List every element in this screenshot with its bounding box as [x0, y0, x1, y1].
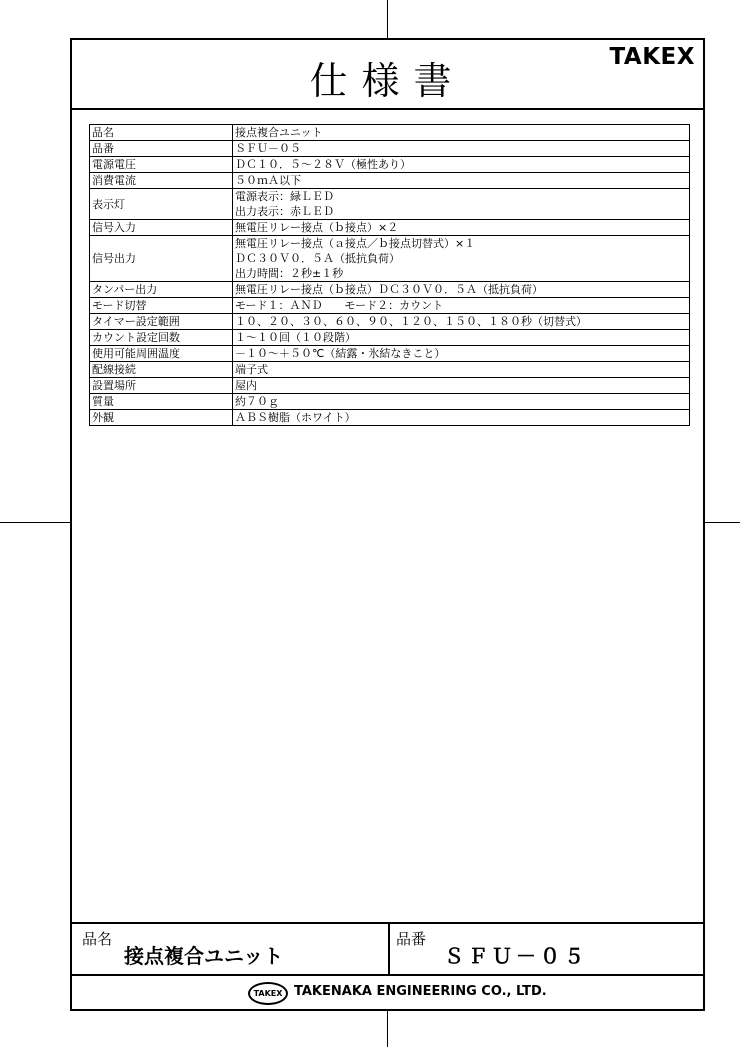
spec-value-line: 出力時間：２秒±１秒 — [235, 267, 344, 280]
spec-value — [233, 298, 690, 314]
crop-mark-left — [0, 522, 70, 523]
spec-label: 品番 — [90, 141, 233, 157]
spec-value-line: ＳＦＵ－０５ — [235, 142, 301, 155]
footer-number-value: ＳＦＵ－０５ — [444, 944, 588, 968]
spec-row — [90, 189, 690, 220]
spec-value-line: １～１０回（１０段階） — [235, 331, 356, 344]
spec-value — [233, 157, 690, 173]
spec-row — [90, 362, 690, 378]
spec-value — [233, 220, 690, 236]
spec-value-line: 電源表示：緑ＬＥＤ — [235, 190, 334, 203]
spec-value-line: 屋内 — [235, 379, 257, 392]
footer-name-value: 接点複合ユニット — [124, 944, 284, 968]
spec-value-line: ＡＢＳ樹脂（ホワイト） — [235, 411, 356, 424]
spec-table — [89, 124, 690, 426]
spec-row — [90, 173, 690, 189]
spec-label: モード切替 — [90, 298, 233, 314]
footer-name-label: 品名 — [82, 930, 113, 948]
spec-value-line: 無電圧リレー接点（ａ接点／ｂ接点切替式）×１ — [235, 237, 476, 250]
spec-value — [233, 362, 690, 378]
spec-row — [90, 141, 690, 157]
spec-row — [90, 394, 690, 410]
spec-value — [233, 410, 690, 426]
spec-label: 電源電圧 — [90, 157, 233, 173]
spec-value — [233, 394, 690, 410]
spec-value-line: 無電圧リレー接点（ｂ接点）×２ — [235, 221, 399, 234]
spec-value — [233, 346, 690, 362]
spec-row — [90, 236, 690, 282]
spec-value-line: 接点複合ユニット — [235, 126, 323, 139]
spec-value-line: 無電圧リレー接点（ｂ接点）ＤＣ３０Ｖ０．５Ａ（抵抗負荷） — [235, 283, 543, 296]
spec-value-line: ＤＣ１０．５～２８Ｖ（極性あり） — [235, 158, 411, 171]
spec-value — [233, 173, 690, 189]
spec-value — [233, 189, 690, 220]
spec-value — [233, 330, 690, 346]
spec-value-line: 約７０ｇ — [235, 395, 279, 408]
spec-label: タンパー出力 — [90, 282, 233, 298]
spec-label: 表示灯 — [90, 189, 233, 220]
crop-mark-right — [705, 522, 740, 523]
spec-label: カウント設定回数 — [90, 330, 233, 346]
spec-value-line: －１０～＋５０℃（結露・氷結なきこと） — [235, 347, 446, 360]
footer-number-label: 品番 — [396, 930, 427, 948]
spec-row — [90, 314, 690, 330]
spec-row — [90, 410, 690, 426]
title-bar — [72, 40, 703, 110]
spec-row — [90, 298, 690, 314]
spec-value-line: ５０ｍＡ以下 — [235, 174, 301, 187]
brand-logo: TAKEX — [609, 44, 695, 70]
document-title: 仕様書 — [309, 59, 466, 103]
spec-value-line: 端子式 — [235, 363, 268, 376]
spec-label: 使用可能周囲温度 — [90, 346, 233, 362]
spec-label: タイマー設定範囲 — [90, 314, 233, 330]
spec-row — [90, 220, 690, 236]
spec-value — [233, 125, 690, 141]
spec-label: 信号出力 — [90, 236, 233, 282]
company-name: TAKENAKA ENGINEERING CO., LTD. — [294, 984, 547, 999]
spec-value-line: 出力表示：赤ＬＥＤ — [235, 205, 334, 218]
footer-product-row — [72, 922, 703, 976]
spec-row — [90, 346, 690, 362]
takex-oval-logo: TAKEX — [248, 982, 288, 1005]
spec-value-line: ＤＣ３０Ｖ０．５Ａ（抵抗負荷） — [235, 252, 400, 265]
spec-label: 外観 — [90, 410, 233, 426]
spec-label: 品名 — [90, 125, 233, 141]
spec-label: 設置場所 — [90, 378, 233, 394]
footer-divider — [388, 924, 390, 974]
spec-sheet — [70, 38, 705, 1011]
crop-mark-top — [387, 0, 388, 38]
spec-value-line: １０、２０、３０、６０、９０、１２０、１５０、１８０秒（切替式） — [235, 315, 587, 328]
spec-row — [90, 282, 690, 298]
spec-value — [233, 141, 690, 157]
crop-mark-bottom — [387, 1011, 388, 1047]
spec-label: 信号入力 — [90, 220, 233, 236]
spec-label: 質量 — [90, 394, 233, 410]
spec-value — [233, 236, 690, 282]
spec-row — [90, 125, 690, 141]
company-row — [72, 976, 703, 1011]
spec-label: 配線接続 — [90, 362, 233, 378]
spec-row — [90, 157, 690, 173]
spec-value — [233, 314, 690, 330]
spec-value-line: モード１：ＡＮＤ モード２：カウント — [235, 299, 444, 312]
spec-row — [90, 378, 690, 394]
spec-label: 消費電流 — [90, 173, 233, 189]
spec-row — [90, 330, 690, 346]
spec-value — [233, 282, 690, 298]
spec-value — [233, 378, 690, 394]
